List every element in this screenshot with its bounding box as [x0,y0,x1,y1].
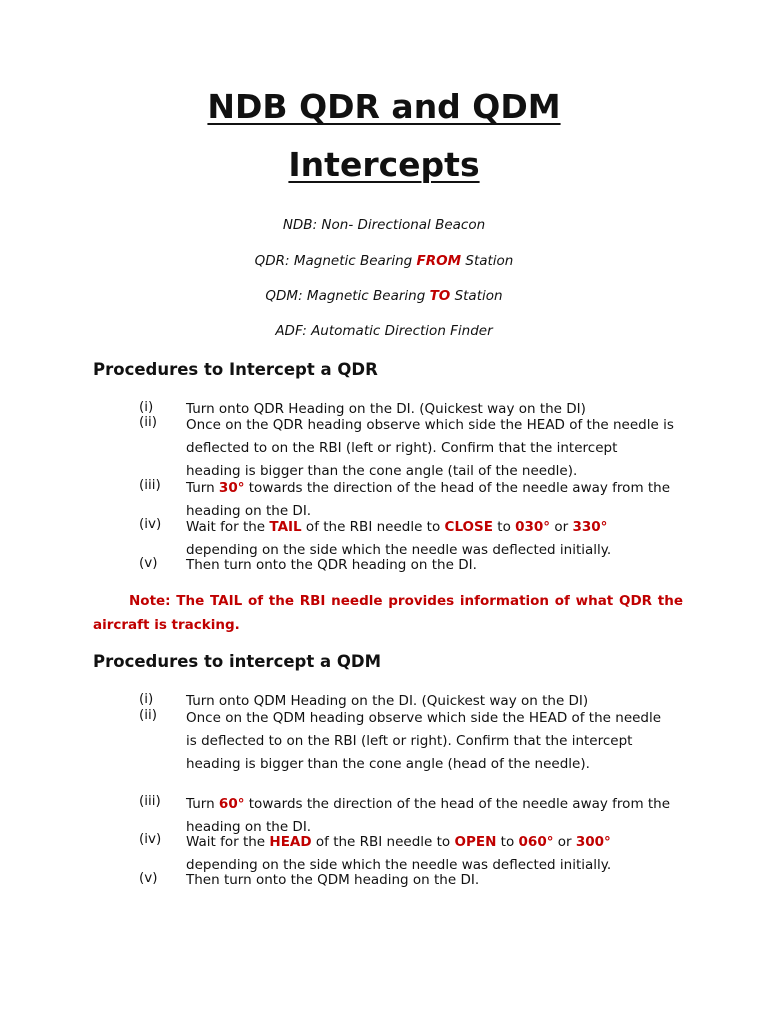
step-text: Wait for the TAIL of the RBI needle to CLOSE to 030° or 330° depending on the side which the needle was deflected initially. [186,519,612,558]
step-text: Then turn onto the QDR heading on the DI. [186,557,477,573]
step-number: (iv) [139,831,162,847]
step-text: Turn 30° towards the direction of the head of the needle away from the heading on the DI. [186,480,671,519]
definition-adf: ADF: Automatic Direction Finder [275,323,493,339]
definition-qdr: QDR: Magnetic Bearing FROM Station [254,253,514,269]
step-text: Turn 60° towards the direction of the head of the needle away from the heading on the DI. [186,796,671,835]
definition-ndb: NDB: Non- Directional Beacon [282,217,486,233]
step-number: (i) [139,691,154,707]
step-text: Turn onto QDM Heading on the DI. (Quickest way on the DI) [186,693,589,709]
step-text: Turn onto QDR Heading on the DI. (Quickest way on the DI) [186,401,586,417]
document-title-line-2: Intercepts [288,145,480,184]
step-number: (ii) [139,414,158,430]
step-text: Once on the QDM heading observe which side the HEAD of the needle is deflected to on the RBI (left or right). Confirm that the intercept heading is bigger than the cone angle (head of the needle). [186,710,662,772]
step-number: (iii) [139,477,161,493]
section-heading-qdr: Procedures to Intercept a QDR [93,360,378,379]
step-number: (iii) [139,793,161,809]
step-number: (iv) [139,516,162,532]
section-heading-qdm: Procedures to intercept a QDM [93,652,382,671]
step-number: (v) [139,555,158,571]
step-text: Once on the QDR heading observe which side the HEAD of the needle is deflected to on the RBI (left or right). Confirm that the intercept heading is bigger than the cone angle (tail of the needle). [186,417,674,479]
step-number: (ii) [139,707,158,723]
note-tail-rbi: Note: The TAIL of the RBI needle provides information of what QDR the aircraft is tracking. [93,593,683,633]
step-text: Wait for the HEAD of the RBI needle to OPEN to 060° or 300° depending on the side which the needle was deflected initially. [186,834,612,873]
step-text: Then turn onto the QDM heading on the DI. [186,872,480,888]
step-number: (i) [139,399,154,415]
document-title-line-1: NDB QDR and QDM [207,87,561,126]
step-number: (v) [139,870,158,886]
definition-qdm: QDM: Magnetic Bearing TO Station [265,288,503,304]
